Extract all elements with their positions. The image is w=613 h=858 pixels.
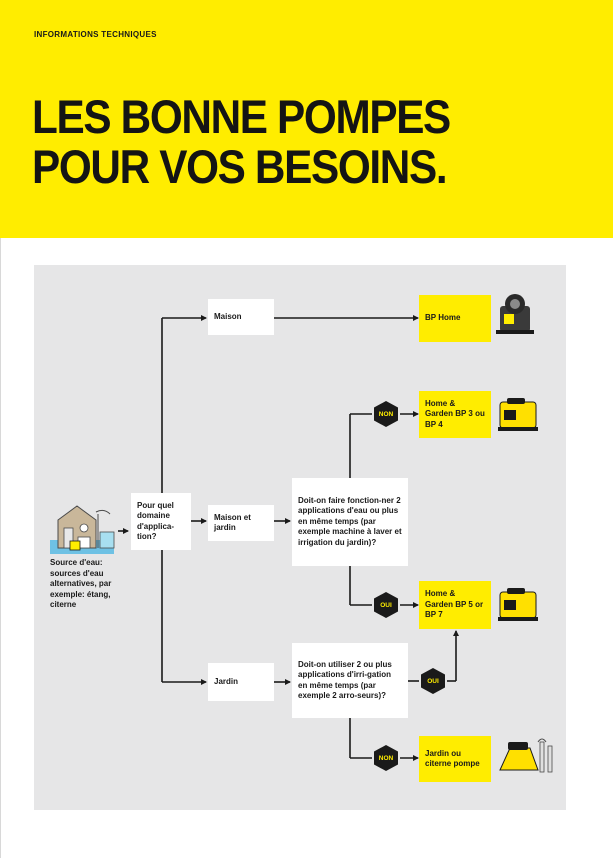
pump-bp-home-icon [496, 294, 534, 334]
option-maison: Maison [208, 299, 274, 335]
badge-oui-2: OUI [419, 667, 447, 695]
badge-oui-1: OUI [372, 591, 400, 619]
badge-non-2: NON [372, 744, 400, 772]
option-maison-jardin: Maison et jardin [208, 505, 274, 541]
water-source-label: Source d'eau: sources d'eau alternatives, par exemple: étang, citerne [50, 558, 112, 609]
page-title-line-2: POUR VOS BESOINS. [32, 140, 447, 193]
result-bp-home: BP Home [419, 295, 491, 342]
badge-non-1: NON [372, 400, 400, 428]
section-kicker: INFORMATIONS TECHNIQUES [34, 30, 157, 39]
question-multi-irrigation: Doit-on utiliser 2 ou plus applications d'irri-gation en même temps (par exemple 2 arro-seurs)? [292, 643, 408, 718]
page-title-line-1: LES BONNE POMPES [32, 90, 450, 143]
result-cistern-pump: Jardin ou citerne pompe [419, 736, 491, 782]
option-jardin: Jardin [208, 663, 274, 701]
pump-bp5-icon [498, 588, 538, 621]
question-domain: Pour quel domaine d'applica-tion? [131, 493, 191, 550]
result-bp3-bp4: Home & Garden BP 3 ou BP 4 [419, 391, 491, 438]
pump-bp3-icon [498, 398, 538, 431]
water-source-icon [50, 506, 114, 554]
pump-cistern-icon [500, 739, 552, 772]
result-bp5-bp7: Home & Garden BP 5 or BP 7 [419, 581, 491, 629]
question-multi-water: Doit-on faire fonction-ner 2 applications d'eau ou plus en même temps (par exemple machine à laver et irrigation du jardin)? [292, 478, 408, 566]
